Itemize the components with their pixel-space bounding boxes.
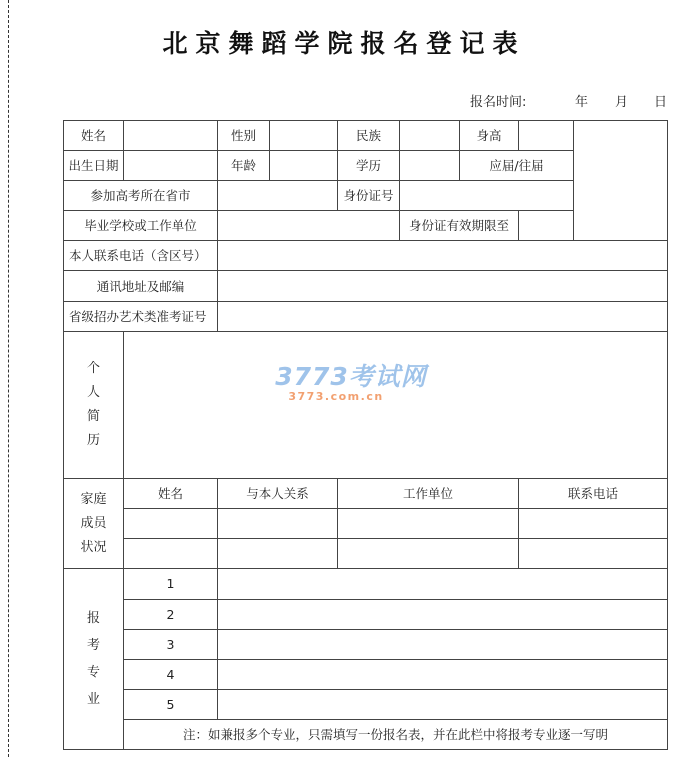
family-workplace-input[interactable]	[338, 539, 519, 569]
family-header-workplace: 工作单位	[338, 479, 519, 509]
form-row-art-exam	[64, 301, 668, 331]
age-label: 年龄	[218, 151, 270, 181]
family-name-input[interactable]	[124, 509, 218, 539]
birthdate-label: 出生日期	[64, 151, 124, 181]
resume-label: 个人简历	[64, 331, 124, 478]
year-label: 年	[575, 95, 589, 110]
month-label: 月	[615, 95, 629, 110]
phone-input[interactable]	[218, 241, 668, 271]
form-title: 北京舞蹈学院报名登记表	[162, 29, 526, 58]
family-phone-input[interactable]	[519, 539, 668, 569]
major-number: 2	[124, 599, 218, 629]
major-input[interactable]	[218, 659, 668, 689]
id-valid-input[interactable]	[519, 211, 574, 241]
age-input[interactable]	[270, 151, 338, 181]
exam-province-input[interactable]	[218, 181, 338, 211]
family-phone-input[interactable]	[519, 509, 668, 539]
art-exam-id-label: 省级招办艺术类准考证号	[64, 301, 218, 331]
education-label: 学历	[338, 151, 400, 181]
major-number: 1	[124, 569, 218, 599]
address-input[interactable]	[218, 271, 668, 301]
family-relation-input[interactable]	[218, 539, 338, 569]
major-row-4	[64, 659, 668, 689]
major-row-5	[64, 689, 668, 719]
id-number-input[interactable]	[400, 181, 574, 211]
majors-note-row	[64, 719, 668, 749]
major-row-2	[64, 599, 668, 629]
photo-box[interactable]	[574, 121, 668, 241]
family-header-row	[64, 479, 668, 509]
watermark-main-text: 3773考试网	[275, 362, 427, 391]
major-input[interactable]	[218, 629, 668, 659]
major-input[interactable]	[218, 689, 668, 719]
date-label: 报名时间:	[470, 95, 527, 110]
form-row-address	[64, 271, 668, 301]
id-number-label: 身份证号	[338, 181, 400, 211]
family-header-phone: 联系电话	[519, 479, 668, 509]
family-workplace-input[interactable]	[338, 509, 519, 539]
family-row	[64, 539, 668, 569]
family-label: 家庭成员状况	[64, 479, 124, 569]
birthdate-input[interactable]	[124, 151, 218, 181]
school-input[interactable]	[218, 211, 400, 241]
gender-label: 性别	[218, 121, 270, 151]
major-number: 3	[124, 629, 218, 659]
name-input[interactable]	[124, 121, 218, 151]
major-number: 4	[124, 659, 218, 689]
phone-label: 本人联系电话（含区号）	[64, 241, 218, 271]
major-row-3	[64, 629, 668, 659]
height-label: 身高	[460, 121, 519, 151]
address-label: 通讯地址及邮编	[64, 271, 218, 301]
school-label: 毕业学校或工作单位	[64, 211, 218, 241]
major-number: 5	[124, 689, 218, 719]
family-row	[64, 509, 668, 539]
majors-label: 报考专业	[64, 569, 124, 750]
resume-input[interactable]	[124, 331, 668, 478]
ethnicity-input[interactable]	[400, 121, 460, 151]
cut-dashed-line	[8, 0, 9, 757]
name-label: 姓名	[64, 121, 124, 151]
form-row-resume	[64, 331, 668, 478]
major-row-1	[64, 569, 668, 599]
art-exam-id-input[interactable]	[218, 301, 668, 331]
major-input[interactable]	[218, 569, 668, 599]
form-row-phone	[64, 241, 668, 271]
family-name-input[interactable]	[124, 539, 218, 569]
day-label: 日	[654, 95, 668, 110]
majors-note: 注：如兼报多个专业，只需填写一份报名表，并在此栏中将报考专业逐一写明	[124, 719, 668, 749]
height-input[interactable]	[519, 121, 574, 151]
major-input[interactable]	[218, 599, 668, 629]
form-row-basic-1	[64, 121, 668, 151]
registration-form-table	[63, 120, 668, 750]
exam-province-label: 参加高考所在省市	[64, 181, 218, 211]
family-relation-input[interactable]	[218, 509, 338, 539]
id-valid-label: 身份证有效期限至	[400, 211, 519, 241]
family-header-name: 姓名	[124, 479, 218, 509]
family-header-relation: 与本人关系	[218, 479, 338, 509]
grad-status-label[interactable]: 应届/往届	[460, 151, 574, 181]
education-input[interactable]	[400, 151, 460, 181]
ethnicity-label: 民族	[338, 121, 400, 151]
gender-input[interactable]	[270, 121, 338, 151]
watermark-sub-text: 3773.com.cn	[288, 390, 384, 403]
